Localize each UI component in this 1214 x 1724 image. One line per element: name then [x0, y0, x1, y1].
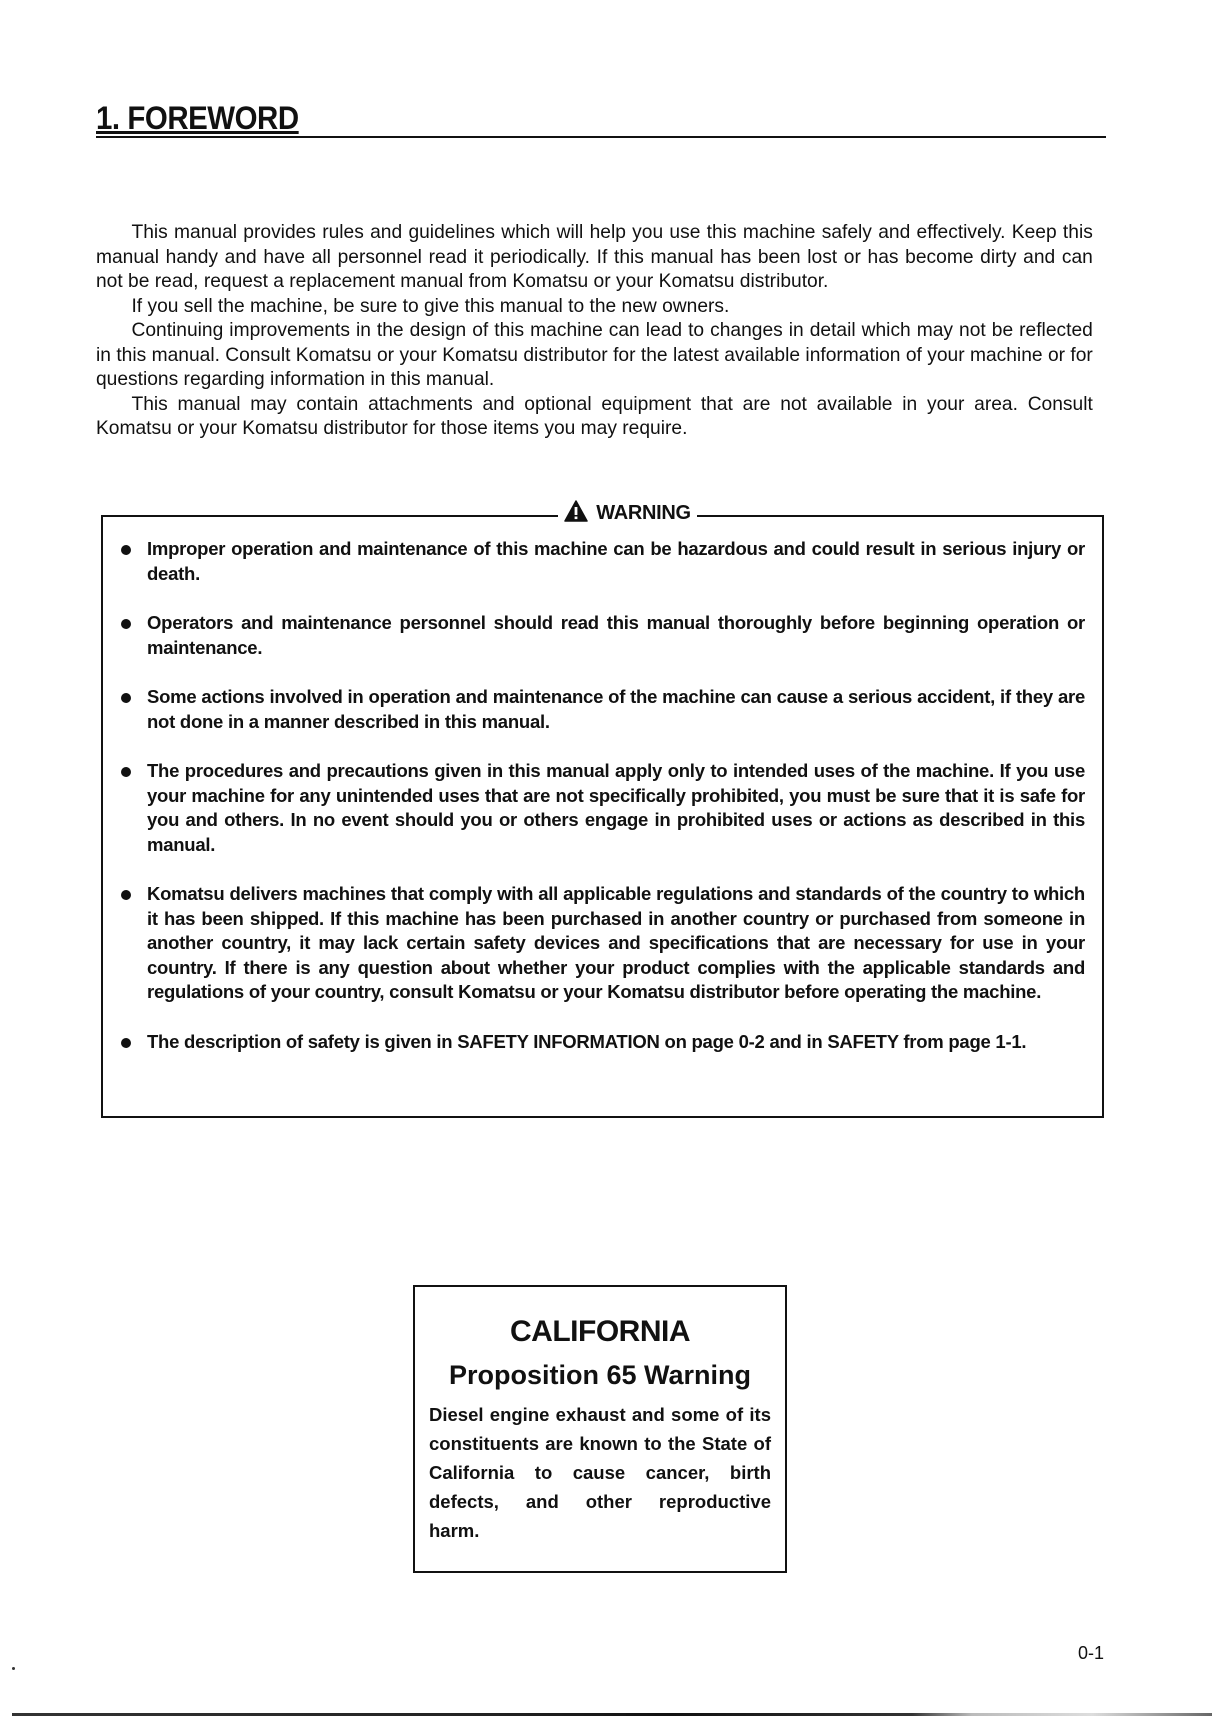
warning-item: Komatsu delivers machines that comply with all applicable regulations and standards of the country to which it has been shipped. If this machine has been purchased in another country or purchased from someone in another country, it may lack certain safety devices and specifications that are necessary for use in your country. If there is any question about whether your product complies with the applicable standards and regulations of your country, consult Komatsu or your Komatsu distributor before operating the machine. — [117, 882, 1085, 1005]
warning-box — [101, 502, 1104, 1118]
warning-item: Operators and maintenance personnel should read this manual thoroughly before beginning operation or maintenance. — [117, 611, 1085, 660]
warning-list — [117, 537, 1085, 1054]
bullet-icon — [121, 619, 131, 629]
page-title: 1. FOREWORD — [96, 100, 299, 136]
bullet-icon — [121, 693, 131, 703]
foreword-paragraph: This manual may contain attachments and optional equipment that are not available in your area. Consult Komatsu or your Komatsu distributor for those items you may require. — [96, 392, 1093, 439]
warning-triangle-icon — [564, 500, 588, 527]
prop65-warning-box — [413, 1285, 787, 1573]
bullet-icon — [121, 767, 131, 777]
prop65-body-last-line: harm. — [429, 1520, 480, 1541]
prop65-heading-title: Proposition 65 Warning — [448, 1360, 751, 1390]
prop65-body — [429, 1400, 771, 1545]
foreword-text — [96, 220, 1093, 441]
page-number: 0-1 — [1078, 1643, 1105, 1663]
bullet-icon — [121, 890, 131, 900]
warning-header — [103, 500, 1102, 527]
warning-item: Improper operation and maintenance of this machine can be hazardous and could result in serious injury or death. — [117, 537, 1085, 586]
foreword-paragraph: If you sell the machine, be sure to give this manual to the new owners. — [131, 294, 730, 317]
prop65-body-text: Diesel engine exhaust and some of its constituents are known to the State of California to cause cancer, birth defects, and other reproductive — [429, 1404, 771, 1512]
bullet-icon — [121, 545, 131, 555]
prop65-heading-state: CALIFORNIA — [510, 1315, 690, 1348]
section-heading — [96, 96, 1106, 138]
bullet-icon — [121, 1038, 131, 1048]
footer-rule — [12, 1713, 1212, 1716]
warning-item: The description of safety is given in SAFETY INFORMATION on page 0-2 and in SAFETY from page 1-1. — [117, 1030, 1085, 1055]
foreword-paragraph: Continuing improvements in the design of this machine can lead to changes in detail which may not be reflected in this manual. Consult Komatsu or your Komatsu distributor for the latest available information of your machine or for questions regarding information in this manual. — [96, 319, 1093, 390]
warning-item: The procedures and precautions given in this manual apply only to intended uses of the machine. If you use your machine for any unintended uses that are not specifically prohibited, you must be sure that it is safe for you and others. In no event should you or others engage in prohibited uses or actions as described in this manual. — [117, 759, 1085, 857]
scan-speck — [12, 1667, 15, 1670]
warning-label: WARNING — [596, 502, 691, 524]
foreword-paragraph: This manual provides rules and guidelines which will help you use this machine safely and effectively. Keep this manual handy and have all personnel read it periodically. If this manual has been lost or has become dirty and can not be read, request a replacement manual from Komatsu or your Komatsu distributor. — [96, 221, 1093, 292]
warning-item: Some actions involved in operation and maintenance of the machine can cause a serious accident, if they are not done in a manner described in this manual. — [117, 685, 1085, 734]
